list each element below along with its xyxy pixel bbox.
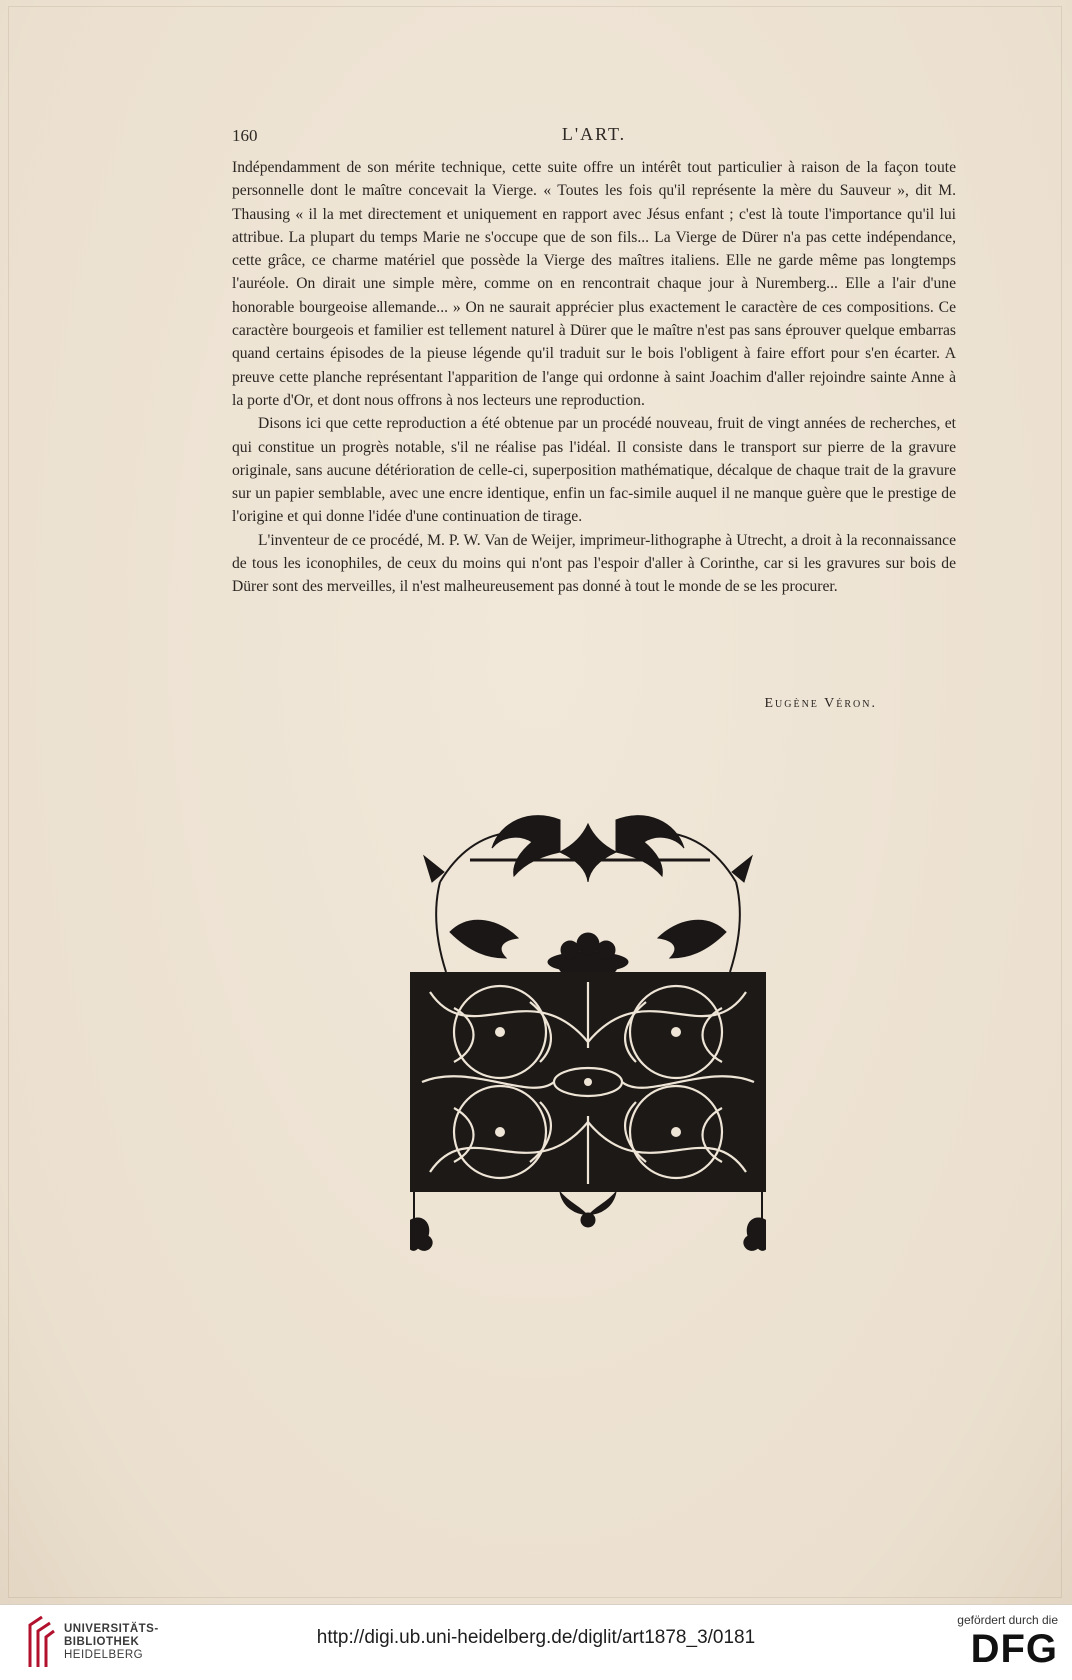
paragraph-2: Disons ici que cette reproduction a été obtenue par un procédé nouveau, fruit de vingt années de recherches, et qui constitue un progrès notable, s'il ne réalise pas l'idéal. Il consiste dans le transport sur pierre de la gravure originale, sans aucune détérioration de celle-ci, superposition mathématique, décalque de chaque trait de la gravure sur un papier semblable, avec une encre identique, enfin un fac-simile auquel il ne manque guère que le prestige de l'origine et qui donne l'idée d'une continuation de tirage. (232, 415, 956, 526)
library-name-line-2: BIBLIOTHEK (64, 1636, 140, 1648)
ornament-crest (424, 816, 752, 978)
dfg-logo: DFG (970, 1627, 1058, 1671)
library-name-line-1: UNIVERSITÄTS- (64, 1623, 159, 1635)
paragraph-1: Indépendamment de son mérite technique, cette suite offre un intérêt tout particulier à raison de la façon toute personnelle dont le maître concevait la Vierge. « Toutes les fois qu'il représente la mère du Sauveur », dit M. Thausing « il la met directement et uniquement en rapport avec Jésus enfant ; c'est là toute l'importance qu'il lui attribue. La plupart du temps Marie ne s'occupe que de son fils... La Vierge de Dürer n'a pas cette indépendance, cette grâce, ce charme matériel que possède la Vierge des maîtres italiens. Elle ne garde même pas longtemps l'auréole. On dirait une simple mère, comme on en rencontrait chaque jour à Nuremberg... Elle a l'air d'une honorable bourgeoise allemande... » On ne saurait apprécier plus exactement le caractère de ces compositions. Ce caractère bourgeois et familier est tellement naturel à Dürer que le maître n'est pas sans éprouver quelque embarras quand certains épisodes de la pieuse légende qu'il traduit sur le bois l'obligent à faire effort pour s'en écarter. A preuve cette planche représentant l'apparition de l'ange qui ordonne à saint Joachim d'aller rejoindre sainte Anne à la porte d'Or, et dont nous offrons à nos lecteurs une reproduction. (232, 159, 956, 409)
woodcut-ornament-illustration (410, 812, 766, 1256)
author-signature: Eugène Véron. (764, 696, 877, 711)
paragraph-3: L'inventeur de ce procédé, M. P. W. Van de Weijer, imprimeur-lithographe à Utrecht, a droit à la reconnaissance de tous les iconophiles, de ceux du moins qui n'ont pas l'espoir d'aller à Corinthe, car si les gravures sur bois de Dürer sont des merveilles, il n'est malheureusement pas donné à tout le monde de se les procurer. (232, 531, 956, 596)
running-header (232, 124, 956, 150)
running-title: L'ART. (561, 124, 627, 144)
page-number: 160 (232, 126, 258, 145)
digitization-footer (0, 1604, 1072, 1680)
article-body (232, 156, 956, 599)
funding-notice (938, 1613, 1058, 1669)
library-name-line-3: HEIDELBERG (64, 1649, 144, 1661)
permalink-link[interactable]: http://digi.ub.uni-heidelberg.de/diglit/art1878_3/0181 (316, 1627, 756, 1648)
ornament-pendants (410, 1192, 766, 1250)
funding-label: gefördert durch die (957, 1613, 1058, 1627)
ornament-panel (410, 972, 766, 1192)
